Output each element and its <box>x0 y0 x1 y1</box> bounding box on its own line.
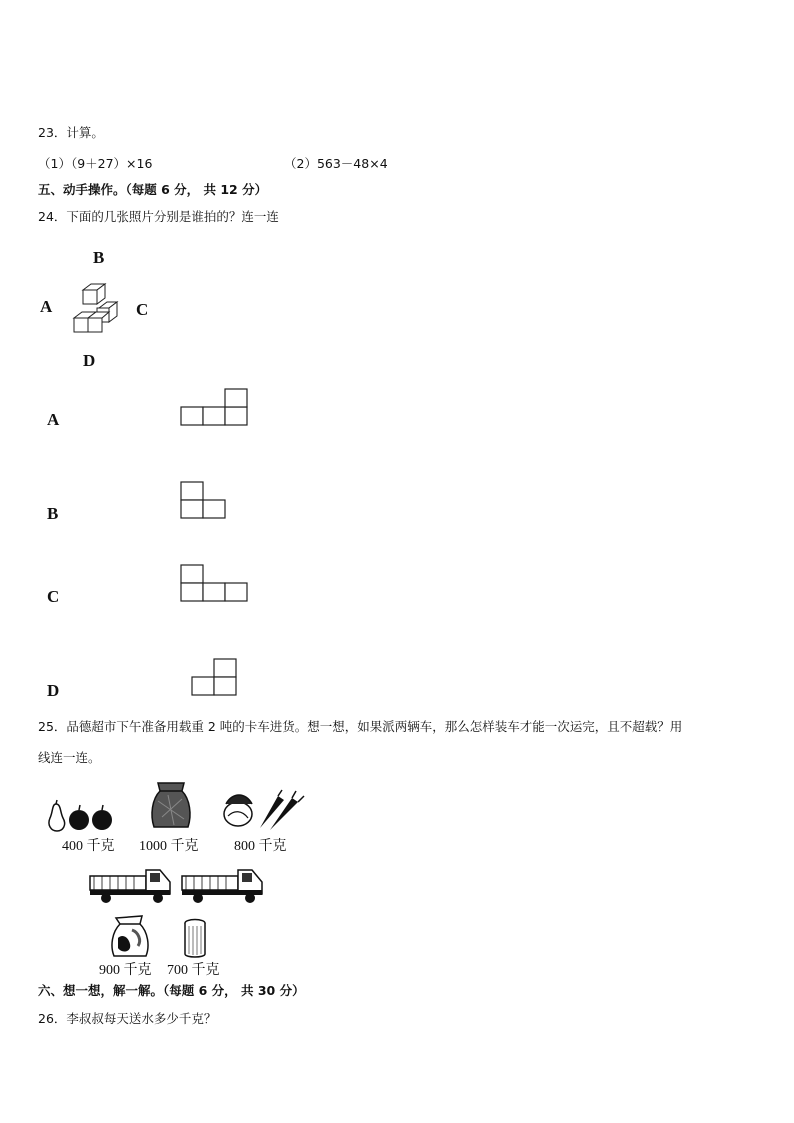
section-5-title: 五、动手操作。（每题 6 分， 共 12 分） <box>38 182 268 197</box>
direction-label-d: D <box>83 351 96 370</box>
sack-icon <box>148 781 194 831</box>
view-label-d: D <box>47 681 60 700</box>
section-6-title: 六、想一想，解一解。（每题 6 分， 共 30 分） <box>38 983 305 998</box>
goods-label-400: 400 千克 <box>62 839 115 854</box>
view-d-shape <box>191 658 241 698</box>
q24-title: 24．下面的几张照片分别是谁拍的？连一连 <box>38 209 279 224</box>
truck-icon <box>180 862 268 904</box>
view-label-a: A <box>47 410 60 429</box>
goods-label-800: 800 千克 <box>234 839 287 854</box>
cube-stack-icon <box>70 282 120 336</box>
goods-label-1000: 1000 千克 <box>139 839 199 854</box>
fruit-icon <box>46 800 118 834</box>
bag-icon <box>108 914 154 960</box>
q25-text-line-2: 线连一连。 <box>38 750 101 765</box>
q26-title: 26．李叔叔每天送水多少千克？ <box>38 1011 217 1026</box>
direction-label-b: B <box>93 248 105 267</box>
q23-item-1: （1）（9＋27）×16 <box>38 156 153 171</box>
truck-icon <box>88 862 176 904</box>
direction-label-c: C <box>136 300 149 319</box>
vegetables-icon <box>220 788 304 832</box>
goods-label-900: 900 千克 <box>99 963 152 978</box>
view-c-shape <box>180 564 252 604</box>
view-b-shape <box>180 481 230 521</box>
goods-label-700: 700 千克 <box>167 963 220 978</box>
q25-text-line-1: 25．品德超市下午准备用载重 2 吨的卡车进货。想一想，如果派两辆车，那么怎样装车才能一次运完，且不超载？用 <box>38 719 683 734</box>
direction-label-a: A <box>40 297 53 316</box>
q23-item-2: （2）563－48×4 <box>284 156 388 171</box>
q23-title: 23．计算。 <box>38 125 104 140</box>
view-label-b: B <box>47 504 59 523</box>
view-label-c: C <box>47 587 60 606</box>
can-icon <box>181 918 209 960</box>
view-a-shape <box>180 388 250 428</box>
